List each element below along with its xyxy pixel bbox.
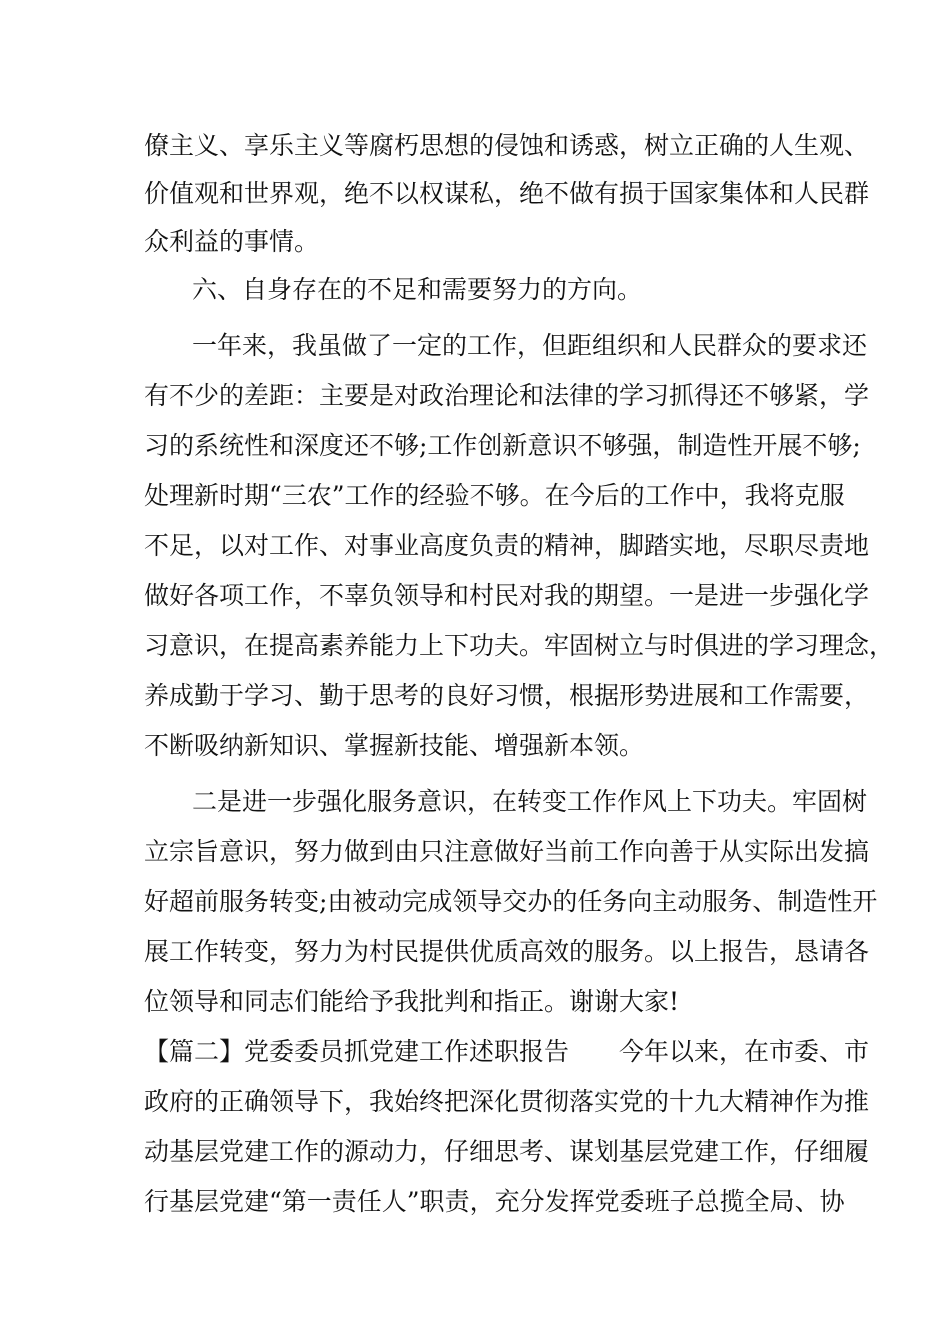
text-line: 处理新时期“三农”工作的经验不够。在今后的工作中，我将克服: [144, 481, 845, 510]
text-line: 僚主义、享乐主义等腐朽思想的侵蚀和诱惑，树立正确的人生观、: [144, 131, 870, 160]
section-title-line: 【篇二】党委委员抓党建工作述职报告 今年以来，在市委、市: [144, 1037, 870, 1066]
text-line: 养成勤于学习、勤于思考的良好习惯，根据形势进展和工作需要，: [144, 681, 870, 710]
text-line: 做好各项工作，不辜负领导和村民对我的期望。一是进一步强化学: [144, 581, 870, 610]
text-line: 习的系统性和深度还不够;工作创新意识不够强，制造性开展不够;: [144, 431, 861, 460]
text-line: 有不少的差距：主要是对政治理论和法律的学习抓得还不够紧，学: [144, 381, 870, 410]
text-line: 不断吸纳新知识、掌握新技能、增强新本领。: [144, 731, 645, 760]
text-line: 政府的正确领导下，我始终把深化贯彻落实党的十九大精神作为推: [144, 1087, 870, 1116]
text-line: 习意识，在提高素养能力上下功夫。牢固树立与时俱进的学习理念，: [144, 631, 895, 660]
text-line: 价值观和世界观，绝不以权谋私，绝不做有损于国家集体和人民群: [144, 179, 870, 208]
text-line: 好超前服务转变;由被动完成领导交办的任务向主动服务、制造性开: [144, 887, 878, 916]
text-line: 不足，以对工作、对事业高度负责的精神，脚踏实地，尽职尽责地: [144, 531, 870, 560]
text-line: 众利益的事情。: [144, 227, 320, 256]
section-heading: 六、自身存在的不足和需要努力的方向。: [192, 275, 643, 304]
text-line: 行基层党建“第一责任人”职责，充分发挥党委班子总揽全局、协: [144, 1187, 845, 1216]
text-line: 二是进一步强化服务意识，在转变工作作风上下功夫。牢固树: [192, 787, 868, 816]
text-line: 位领导和同志们能给予我批判和指正。谢谢大家!: [144, 987, 680, 1016]
text-line: 动基层党建工作的源动力，仔细思考、谋划基层党建工作，仔细履: [144, 1137, 870, 1166]
text-line: 展工作转变，努力为村民提供优质高效的服务。以上报告，恳请各: [144, 937, 870, 966]
text-line: 立宗旨意识，努力做到由只注意做好当前工作向善于从实际出发搞: [144, 837, 870, 866]
text-line: 一年来，我虽做了一定的工作，但距组织和人民群众的要求还: [192, 331, 868, 360]
